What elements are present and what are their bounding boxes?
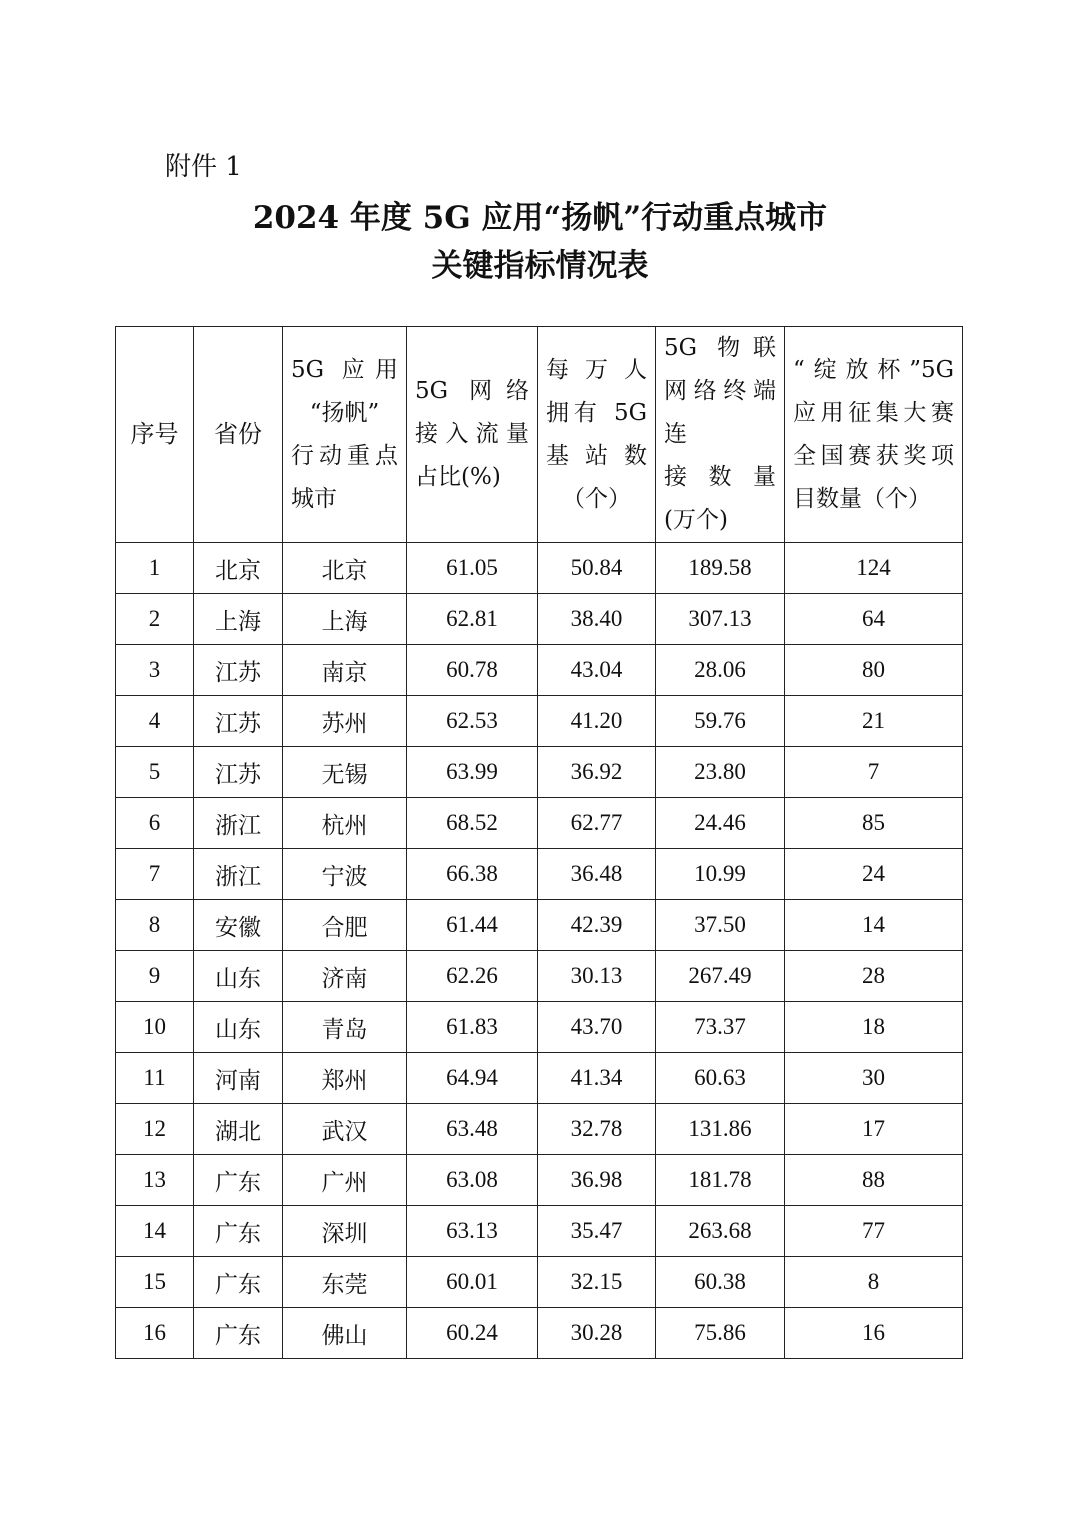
header-seq: 序号 [116,327,194,543]
cell-award-projects: 30 [785,1053,963,1104]
cell-traffic-share: 63.13 [407,1206,538,1257]
cell-iot-connections: 28.06 [656,645,785,696]
cell-traffic-share: 62.53 [407,696,538,747]
cell-city: 广州 [283,1155,407,1206]
cell-province: 北京 [194,543,283,594]
header-traffic-line: 5G 网络 [415,378,529,404]
cell-traffic-share: 60.01 [407,1257,538,1308]
cell-iot-connections: 73.37 [656,1002,785,1053]
header-award-projects [785,327,963,543]
cell-award-projects: 14 [785,900,963,951]
cell-traffic-share: 63.99 [407,747,538,798]
header-iot-line: (万个) [664,507,728,533]
cell-base-stations: 41.34 [538,1053,656,1104]
cell-traffic-share: 60.24 [407,1308,538,1359]
cell-city: 北京 [283,543,407,594]
cell-seq: 15 [116,1257,194,1308]
cell-base-stations: 36.48 [538,849,656,900]
header-traffic-line: 接入流量 [415,421,529,447]
cell-seq: 1 [116,543,194,594]
header-city-line: 5G 应用 [291,356,398,383]
table-row [116,747,963,798]
document-title: 2024 年度 5G 应用“扬帆”行动重点城市 [252,200,828,236]
cell-iot-connections: 267.49 [656,951,785,1002]
header-province: 省份 [194,327,283,543]
header-awards-line: “绽放杯”5G [793,356,954,383]
header-city-line: 行动重点 [291,442,398,469]
table-row [116,696,963,747]
cell-traffic-share: 61.83 [407,1002,538,1053]
header-stations-line: 基 站 数 [546,442,647,469]
cell-province: 浙江 [194,798,283,849]
header-base-stations [538,327,656,543]
cell-province: 江苏 [194,645,283,696]
cell-province: 山东 [194,951,283,1002]
cell-iot-connections: 59.76 [656,696,785,747]
cell-iot-connections: 307.13 [656,594,785,645]
cell-iot-connections: 131.86 [656,1104,785,1155]
header-stations-line: （个） [562,485,631,512]
cell-seq: 7 [116,849,194,900]
cell-seq: 9 [116,951,194,1002]
cell-traffic-share: 61.44 [407,900,538,951]
cell-city: 南京 [283,645,407,696]
cell-base-stations: 36.92 [538,747,656,798]
attachment-label: 附件 1 [165,152,242,182]
cell-province: 江苏 [194,747,283,798]
cell-award-projects: 124 [785,543,963,594]
cell-iot-connections: 60.38 [656,1257,785,1308]
cell-iot-connections: 75.86 [656,1308,785,1359]
cell-iot-connections: 23.80 [656,747,785,798]
cell-base-stations: 30.28 [538,1308,656,1359]
cell-city: 佛山 [283,1308,407,1359]
cell-award-projects: 21 [785,696,963,747]
table-row [116,594,963,645]
header-traffic-line: 占比(%) [415,464,501,490]
cell-award-projects: 85 [785,798,963,849]
cell-base-stations: 41.20 [538,696,656,747]
cell-seq: 3 [116,645,194,696]
table-row [116,951,963,1002]
cell-award-projects: 16 [785,1308,963,1359]
cell-province: 上海 [194,594,283,645]
cell-province: 河南 [194,1053,283,1104]
header-iot-line: 接 数 量 [664,464,776,490]
cell-award-projects: 7 [785,747,963,798]
cell-city: 青岛 [283,1002,407,1053]
header-iot-connections [656,327,785,543]
cell-seq: 12 [116,1104,194,1155]
cell-seq: 8 [116,900,194,951]
cell-city: 武汉 [283,1104,407,1155]
cell-award-projects: 80 [785,645,963,696]
cell-city: 苏州 [283,696,407,747]
header-traffic-share [407,327,538,543]
key-indicators-table [115,326,963,1359]
cell-base-stations: 38.40 [538,594,656,645]
header-iot-line: 网络终端连 [664,378,776,447]
header-stations-line: 每 万 人 [546,356,647,383]
cell-city: 上海 [283,594,407,645]
header-city [283,327,407,543]
cell-base-stations: 32.78 [538,1104,656,1155]
table-row [116,1002,963,1053]
cell-traffic-share: 68.52 [407,798,538,849]
cell-province: 广东 [194,1257,283,1308]
table-row [116,849,963,900]
cell-seq: 13 [116,1155,194,1206]
header-stations-line: 拥有 5G [546,399,647,426]
cell-city: 济南 [283,951,407,1002]
cell-province: 湖北 [194,1104,283,1155]
cell-city: 无锡 [283,747,407,798]
cell-province: 浙江 [194,849,283,900]
cell-iot-connections: 37.50 [656,900,785,951]
table-row [116,900,963,951]
cell-city: 杭州 [283,798,407,849]
cell-province: 安徽 [194,900,283,951]
cell-province: 江苏 [194,696,283,747]
cell-base-stations: 42.39 [538,900,656,951]
cell-traffic-share: 62.81 [407,594,538,645]
cell-city: 合肥 [283,900,407,951]
document-subtitle: 关键指标情况表 [431,248,649,284]
cell-seq: 5 [116,747,194,798]
cell-seq: 4 [116,696,194,747]
cell-award-projects: 8 [785,1257,963,1308]
header-city-line: “扬帆” [309,399,380,426]
cell-province: 广东 [194,1155,283,1206]
cell-province: 山东 [194,1002,283,1053]
table-row [116,1257,963,1308]
cell-iot-connections: 181.78 [656,1155,785,1206]
cell-award-projects: 64 [785,594,963,645]
cell-base-stations: 30.13 [538,951,656,1002]
cell-seq: 11 [116,1053,194,1104]
cell-traffic-share: 64.94 [407,1053,538,1104]
cell-base-stations: 32.15 [538,1257,656,1308]
cell-iot-connections: 263.68 [656,1206,785,1257]
table-row [116,1206,963,1257]
cell-iot-connections: 189.58 [656,543,785,594]
cell-province: 广东 [194,1206,283,1257]
cell-traffic-share: 61.05 [407,543,538,594]
table-row [116,645,963,696]
cell-base-stations: 62.77 [538,798,656,849]
header-awards-line: 目数量（个） [793,485,931,512]
cell-seq: 2 [116,594,194,645]
cell-city: 深圳 [283,1206,407,1257]
cell-iot-connections: 10.99 [656,849,785,900]
table-row [116,1308,963,1359]
table-row [116,798,963,849]
cell-city: 宁波 [283,849,407,900]
cell-base-stations: 35.47 [538,1206,656,1257]
cell-iot-connections: 60.63 [656,1053,785,1104]
cell-base-stations: 36.98 [538,1155,656,1206]
cell-seq: 16 [116,1308,194,1359]
cell-award-projects: 18 [785,1002,963,1053]
table-row [116,1104,963,1155]
cell-city: 郑州 [283,1053,407,1104]
cell-award-projects: 24 [785,849,963,900]
cell-award-projects: 17 [785,1104,963,1155]
header-awards-line: 应用征集大赛 [793,399,954,426]
cell-traffic-share: 63.48 [407,1104,538,1155]
table-header-row [116,327,963,543]
cell-seq: 10 [116,1002,194,1053]
cell-award-projects: 28 [785,951,963,1002]
cell-traffic-share: 62.26 [407,951,538,1002]
cell-traffic-share: 60.78 [407,645,538,696]
table-row [116,1155,963,1206]
header-iot-line: 5G 物联 [664,335,776,361]
cell-province: 广东 [194,1308,283,1359]
cell-city: 东莞 [283,1257,407,1308]
cell-award-projects: 88 [785,1155,963,1206]
cell-base-stations: 43.04 [538,645,656,696]
cell-traffic-share: 63.08 [407,1155,538,1206]
table-row [116,543,963,594]
cell-award-projects: 77 [785,1206,963,1257]
cell-traffic-share: 66.38 [407,849,538,900]
cell-base-stations: 43.70 [538,1002,656,1053]
table-row [116,1053,963,1104]
cell-seq: 14 [116,1206,194,1257]
cell-iot-connections: 24.46 [656,798,785,849]
header-awards-line: 全国赛获奖项 [793,442,954,469]
cell-base-stations: 50.84 [538,543,656,594]
cell-seq: 6 [116,798,194,849]
header-city-line: 城市 [291,485,337,512]
